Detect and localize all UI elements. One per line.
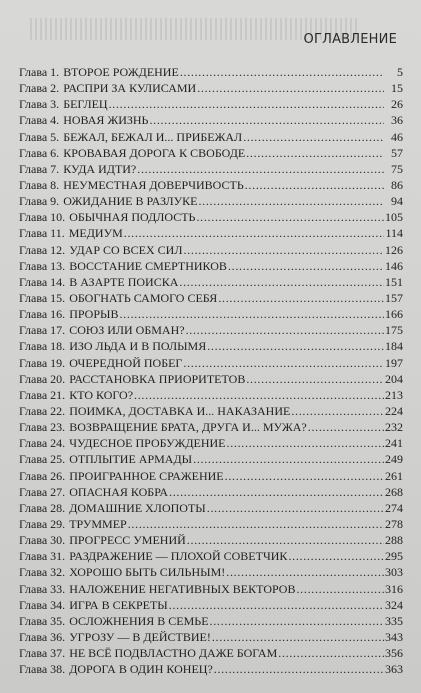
page-number: 232 bbox=[385, 420, 403, 435]
page-number: 288 bbox=[385, 533, 403, 548]
page-number: 146 bbox=[385, 258, 403, 273]
chapter-title: ВОССТАНИЕ СМЕРТНИКОВ bbox=[69, 258, 227, 273]
chapter-title: ИГРА В СЕКРЕТЫ bbox=[69, 597, 168, 612]
chapter-number: Глава 27. bbox=[19, 484, 66, 499]
toc-entry bbox=[19, 274, 403, 290]
toc-entry bbox=[19, 290, 403, 306]
toc-entry bbox=[19, 451, 403, 467]
page-number: 94 bbox=[391, 194, 403, 209]
dot-leader bbox=[246, 145, 384, 161]
toc-entry bbox=[19, 371, 403, 387]
dot-leader bbox=[198, 193, 384, 209]
chapter-number: Глава 22. bbox=[19, 403, 66, 418]
dot-leader bbox=[124, 225, 384, 241]
chapter-number: Глава 34. bbox=[19, 597, 66, 612]
chapter-title: ОБОГНАТЬ САМОГО СЕБЯ bbox=[69, 290, 218, 305]
toc-entry bbox=[19, 355, 403, 371]
dot-leader bbox=[212, 629, 384, 645]
chapter-title: РАССТАНОВКА ПРИОРИТЕТОВ bbox=[69, 371, 246, 386]
chapter-number: Глава 10. bbox=[19, 210, 66, 225]
chapter-title: ОЧЕРЕДНОЙ ПОБЕГ bbox=[69, 355, 183, 370]
chapter-number: Глава 29. bbox=[19, 516, 66, 531]
chapter-number: Глава 33. bbox=[19, 581, 66, 596]
toc-entry bbox=[19, 338, 403, 354]
dot-leader bbox=[193, 451, 384, 467]
dot-leader bbox=[197, 80, 384, 96]
page-title: ОГЛАВЛЕНИЕ bbox=[303, 32, 397, 47]
chapter-title: МЕДИУМ bbox=[68, 226, 123, 241]
chapter-number: Глава 36. bbox=[19, 629, 66, 644]
chapter-number: Глава 26. bbox=[19, 468, 66, 483]
toc-entry bbox=[19, 193, 403, 209]
toc-entry bbox=[19, 645, 403, 661]
chapter-title: УГРОЗУ — В ДЕЙСТВИЕ! bbox=[69, 629, 211, 644]
toc-entry bbox=[19, 80, 403, 96]
page-number: 26 bbox=[391, 97, 403, 112]
page-number: 15 bbox=[391, 81, 403, 96]
chapter-number: Глава 4. bbox=[19, 113, 60, 128]
chapter-title: ВТОРОЕ РОЖДЕНИЕ bbox=[63, 65, 179, 79]
toc-entry bbox=[19, 209, 403, 225]
page-number: 204 bbox=[385, 371, 403, 386]
page-number: 241 bbox=[385, 436, 403, 451]
dot-leader bbox=[128, 516, 384, 532]
chapter-number: Глава 6. bbox=[19, 145, 60, 160]
chapter-title: ХОРОШО БЫТЬ СИЛЬНЫМ! bbox=[69, 565, 226, 580]
chapter-number: Глава 16. bbox=[19, 307, 66, 322]
dot-leader bbox=[226, 564, 384, 580]
dot-leader bbox=[180, 64, 384, 80]
chapter-title: ОЖИДАНИЕ В РАЗЛУКЕ bbox=[63, 194, 198, 209]
page-number: 213 bbox=[385, 387, 403, 402]
dot-leader bbox=[119, 306, 384, 322]
toc-entry bbox=[19, 112, 403, 128]
page-number: 157 bbox=[385, 290, 403, 305]
chapter-title: ДОРОГА В ОДИН КОНЕЦ? bbox=[69, 662, 213, 677]
chapter-title: КТО КОГО? bbox=[69, 387, 134, 402]
toc-entry bbox=[19, 532, 403, 548]
chapter-number: Глава 28. bbox=[19, 500, 66, 515]
page-number: 75 bbox=[391, 161, 403, 176]
chapter-title: РАСПРИ ЗА КУЛИСАМИ bbox=[63, 81, 197, 96]
chapter-number: Глава 17. bbox=[19, 323, 66, 338]
dot-leader bbox=[214, 661, 384, 677]
toc-entry bbox=[19, 597, 403, 613]
dot-leader bbox=[187, 532, 384, 548]
chapter-number: Глава 21. bbox=[19, 387, 66, 402]
chapter-number: Глава 31. bbox=[19, 549, 66, 564]
chapter-title: СОЮЗ ИЛИ ОБМАН? bbox=[69, 323, 185, 338]
page-number: 175 bbox=[385, 323, 403, 338]
page-number: 249 bbox=[385, 452, 403, 467]
chapter-title: БЕЖАЛ, БЕЖАЛ И... ПРИБЕЖАЛ bbox=[63, 129, 243, 144]
chapter-title: ИЗО ЛЬДА И В ПОЛЫМЯ bbox=[69, 339, 207, 354]
chapter-title: БЕГЛЕЦ bbox=[63, 97, 108, 112]
chapter-number: Глава 19. bbox=[19, 355, 66, 370]
chapter-number: Глава 3. bbox=[19, 97, 60, 112]
dot-leader bbox=[207, 500, 384, 516]
page-number: 86 bbox=[391, 177, 403, 192]
page-number: 335 bbox=[385, 613, 403, 628]
toc-entry bbox=[19, 629, 403, 645]
toc-entry bbox=[19, 242, 403, 258]
chapter-number: Глава 5. bbox=[19, 129, 60, 144]
toc-entry bbox=[19, 581, 403, 597]
dot-leader bbox=[207, 338, 384, 354]
dot-leader bbox=[183, 242, 384, 258]
chapter-number: Глава 20. bbox=[19, 371, 66, 386]
toc-entry bbox=[19, 419, 403, 435]
table-of-contents bbox=[19, 64, 403, 677]
chapter-title: НЕ ВСЁ ПОДВЛАСТНО ДАЖЕ БОГАМ bbox=[69, 646, 278, 661]
chapter-title: ОПАСНАЯ КОБРА bbox=[69, 484, 168, 499]
chapter-number: Глава 12. bbox=[19, 242, 66, 257]
chapter-title: ТРУММЕР bbox=[69, 516, 127, 531]
dot-leader bbox=[183, 355, 384, 371]
toc-entry bbox=[19, 145, 403, 161]
page-number: 184 bbox=[385, 339, 403, 354]
toc-entry bbox=[19, 435, 403, 451]
dot-leader bbox=[210, 613, 384, 629]
page-number: 197 bbox=[385, 355, 403, 370]
chapter-number: Глава 30. bbox=[19, 533, 66, 548]
chapter-title: ПОИМКА, ДОСТАВКА И... НАКАЗАНИЕ bbox=[69, 403, 291, 418]
dot-leader bbox=[134, 387, 384, 403]
dot-leader bbox=[291, 403, 384, 419]
toc-entry bbox=[19, 516, 403, 532]
chapter-number: Глава 18. bbox=[19, 339, 66, 354]
page-number: 268 bbox=[385, 484, 403, 499]
dot-leader bbox=[228, 258, 384, 274]
chapter-title: ОТПЛЫТИЕ АРМАДЫ bbox=[69, 452, 193, 467]
page-number: 36 bbox=[391, 113, 403, 128]
toc-entry bbox=[19, 64, 403, 80]
page-number: 324 bbox=[385, 597, 403, 612]
toc-entry bbox=[19, 468, 403, 484]
toc-entry bbox=[19, 306, 403, 322]
page-number: 316 bbox=[385, 581, 403, 596]
toc-entry bbox=[19, 225, 403, 241]
chapter-number: Глава 25. bbox=[19, 452, 66, 467]
chapter-title: В АЗАРТЕ ПОИСКА bbox=[69, 274, 179, 289]
dot-leader bbox=[227, 435, 385, 451]
toc-entry bbox=[19, 96, 403, 112]
dot-leader bbox=[149, 112, 384, 128]
chapter-number: Глава 23. bbox=[19, 420, 66, 435]
page-number: 57 bbox=[391, 145, 403, 160]
chapter-title: ОБЫЧНАЯ ПОДЛОСТЬ bbox=[69, 210, 196, 225]
chapter-title: УДАР СО ВСЕХ СИЛ bbox=[69, 242, 183, 257]
page-number: 295 bbox=[385, 549, 403, 564]
chapter-number: Глава 13. bbox=[19, 258, 66, 273]
page-number: 105 bbox=[385, 210, 403, 225]
dot-leader bbox=[243, 129, 384, 145]
dot-leader bbox=[109, 96, 384, 112]
toc-entry bbox=[19, 177, 403, 193]
page-number: 166 bbox=[385, 307, 403, 322]
page-number: 46 bbox=[391, 129, 403, 144]
chapter-title: РАЗДРАЖЕНИЕ — ПЛОХОЙ СОВЕТЧИК bbox=[69, 549, 288, 564]
page-number: 363 bbox=[385, 662, 403, 677]
toc-entry bbox=[19, 661, 403, 677]
chapter-number: Глава 9. bbox=[19, 194, 60, 209]
toc-entry bbox=[19, 403, 403, 419]
page-number: 261 bbox=[385, 468, 403, 483]
chapter-number: Глава 35. bbox=[19, 613, 66, 628]
page-number: 274 bbox=[385, 500, 403, 515]
dot-leader bbox=[278, 645, 384, 661]
dot-leader bbox=[196, 209, 384, 225]
page-number: 343 bbox=[385, 629, 403, 644]
page-number: 151 bbox=[385, 274, 403, 289]
page-number: 278 bbox=[385, 516, 403, 531]
dot-leader bbox=[186, 322, 384, 338]
dot-leader bbox=[137, 161, 384, 177]
toc-entry bbox=[19, 500, 403, 516]
toc-entry bbox=[19, 564, 403, 580]
chapter-number: Глава 8. bbox=[19, 177, 60, 192]
chapter-title: ПРОРЫВ bbox=[69, 307, 119, 322]
toc-entry bbox=[19, 322, 403, 338]
chapter-title: ВОЗВРАЩЕНИЕ БРАТА, ДРУГА И... МУЖА? bbox=[69, 420, 307, 435]
chapter-number: Глава 15. bbox=[19, 290, 66, 305]
page-number: 356 bbox=[385, 646, 403, 661]
chapter-title: ЧУДЕСНОЕ ПРОБУЖДЕНИЕ bbox=[69, 436, 226, 451]
chapter-number: Глава 32. bbox=[19, 565, 66, 580]
chapter-title: КРОВАВАЯ ДОРОГА К СВОБОДЕ bbox=[63, 145, 246, 160]
chapter-number: Глава 14. bbox=[19, 274, 66, 289]
chapter-title: КУДА ИДТИ? bbox=[63, 161, 137, 176]
dot-leader bbox=[169, 597, 384, 613]
chapter-number: Глава 2. bbox=[19, 81, 60, 96]
chapter-number: Глава 24. bbox=[19, 436, 66, 451]
chapter-number: Глава 7. bbox=[19, 161, 60, 176]
dot-leader bbox=[169, 484, 384, 500]
dot-leader bbox=[288, 548, 384, 564]
toc-entry bbox=[19, 613, 403, 629]
dot-leader bbox=[225, 468, 384, 484]
dot-leader bbox=[246, 371, 384, 387]
dot-leader bbox=[179, 274, 384, 290]
chapter-number: Глава 11. bbox=[19, 226, 65, 241]
page-number: 126 bbox=[385, 242, 403, 257]
toc-entry bbox=[19, 129, 403, 145]
page-number: 224 bbox=[385, 403, 403, 418]
toc-entry bbox=[19, 161, 403, 177]
toc-entry bbox=[19, 387, 403, 403]
dot-leader bbox=[245, 177, 384, 193]
chapter-title: НАЛОЖЕНИЕ НЕГАТИВНЫХ ВЕКТОРОВ bbox=[69, 581, 296, 596]
page-number: 303 bbox=[385, 565, 403, 580]
page-number: 5 bbox=[397, 65, 403, 79]
dot-leader bbox=[218, 290, 384, 306]
toc-entry bbox=[19, 484, 403, 500]
toc-entry bbox=[19, 258, 403, 274]
chapter-number: Глава 1. bbox=[19, 65, 60, 79]
chapter-number: Глава 37. bbox=[19, 646, 66, 661]
dot-leader bbox=[296, 581, 384, 597]
page-number: 114 bbox=[385, 226, 403, 241]
chapter-title: ДОМАШНИЕ ХЛОПОТЫ bbox=[69, 500, 206, 515]
chapter-number: Глава 38. bbox=[19, 662, 66, 677]
dot-leader bbox=[308, 419, 384, 435]
chapter-title: НОВАЯ ЖИЗНЬ bbox=[63, 113, 149, 128]
chapter-title: НЕУМЕСТНАЯ ДОВЕРЧИВОСТЬ bbox=[63, 177, 244, 192]
chapter-title: ПРОГРЕСС УМЕНИЙ bbox=[69, 533, 186, 548]
chapter-title: ОСЛОЖНЕНИЯ В СЕМЬЕ bbox=[69, 613, 209, 628]
toc-entry bbox=[19, 548, 403, 564]
chapter-title: ПРОИГРАННОЕ СРАЖЕНИЕ bbox=[69, 468, 224, 483]
